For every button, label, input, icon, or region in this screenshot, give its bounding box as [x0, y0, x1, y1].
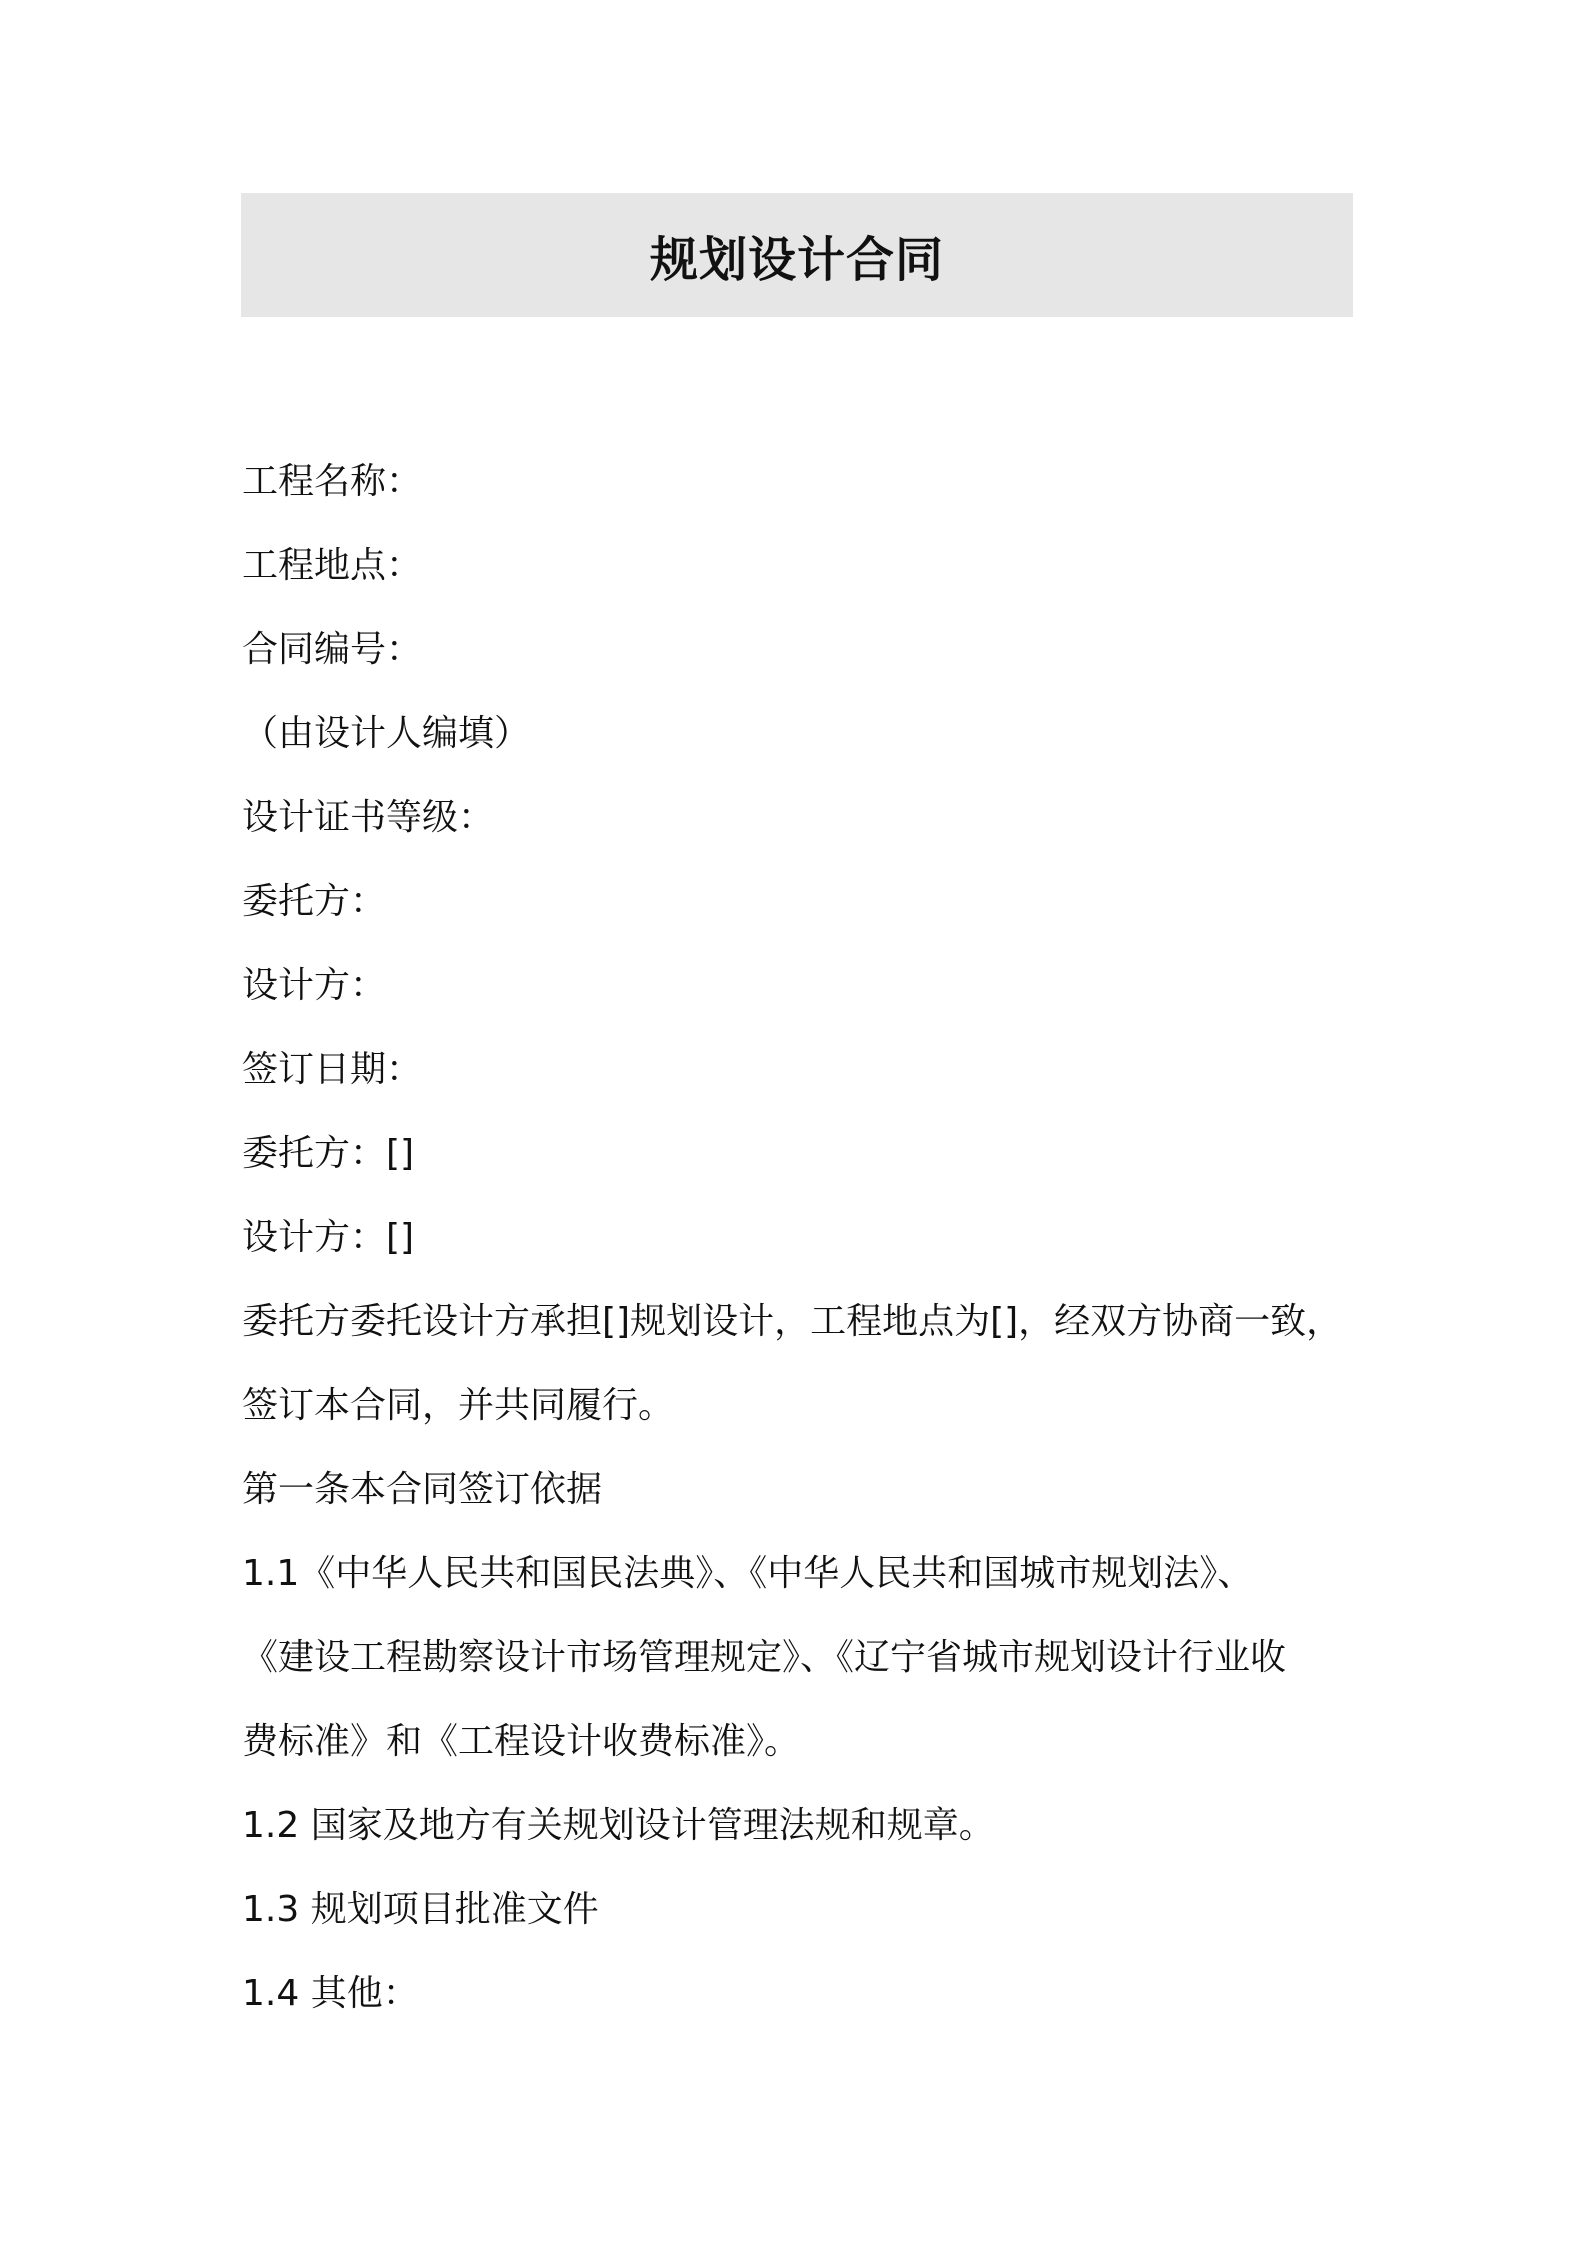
article-1-heading: 第一条本合同签订依据: [242, 1469, 603, 1510]
party-designer: 设计方：[]: [242, 1217, 415, 1258]
field-project-name: 工程名称：: [242, 461, 423, 502]
field-designer: 设计方：: [242, 965, 387, 1006]
contract-number-note: （由设计人编填）: [242, 713, 531, 754]
preamble-line-2: 签订本合同，并共同履行。: [242, 1385, 675, 1426]
party-client: 委托方：[]: [242, 1133, 415, 1174]
field-contract-number: 合同编号：: [242, 629, 423, 670]
clause-1-1-line-2: 《建设工程勘察设计市场管理规定》、《辽宁省城市规划设计行业收: [242, 1637, 1287, 1678]
field-client: 委托方：: [242, 881, 387, 922]
clause-1-3: 1.3 规划项目批准文件: [242, 1889, 599, 1930]
document-title: 规划设计合同: [649, 231, 944, 288]
preamble-line-1: 委托方委托设计方承担[]规划设计，工程地点为[]，经双方协商一致，: [242, 1301, 1343, 1342]
field-certificate-grade: 设计证书等级：: [242, 797, 495, 838]
field-signing-date: 签订日期：: [242, 1049, 423, 1090]
clause-1-1-line-1: 1.1《中华人民共和国民法典》、《中华人民共和国城市规划法》、: [242, 1553, 1254, 1594]
clause-1-4: 1.4 其他：: [242, 1973, 419, 2014]
field-project-location: 工程地点：: [242, 545, 423, 586]
title-banner: [241, 193, 1353, 317]
document-body: [242, 440, 1354, 2036]
clause-1-2: 1.2 国家及地方有关规划设计管理法规和规章。: [242, 1805, 995, 1846]
clause-1-1-line-3: 费标准》和《工程设计收费标准》。: [242, 1721, 801, 1762]
